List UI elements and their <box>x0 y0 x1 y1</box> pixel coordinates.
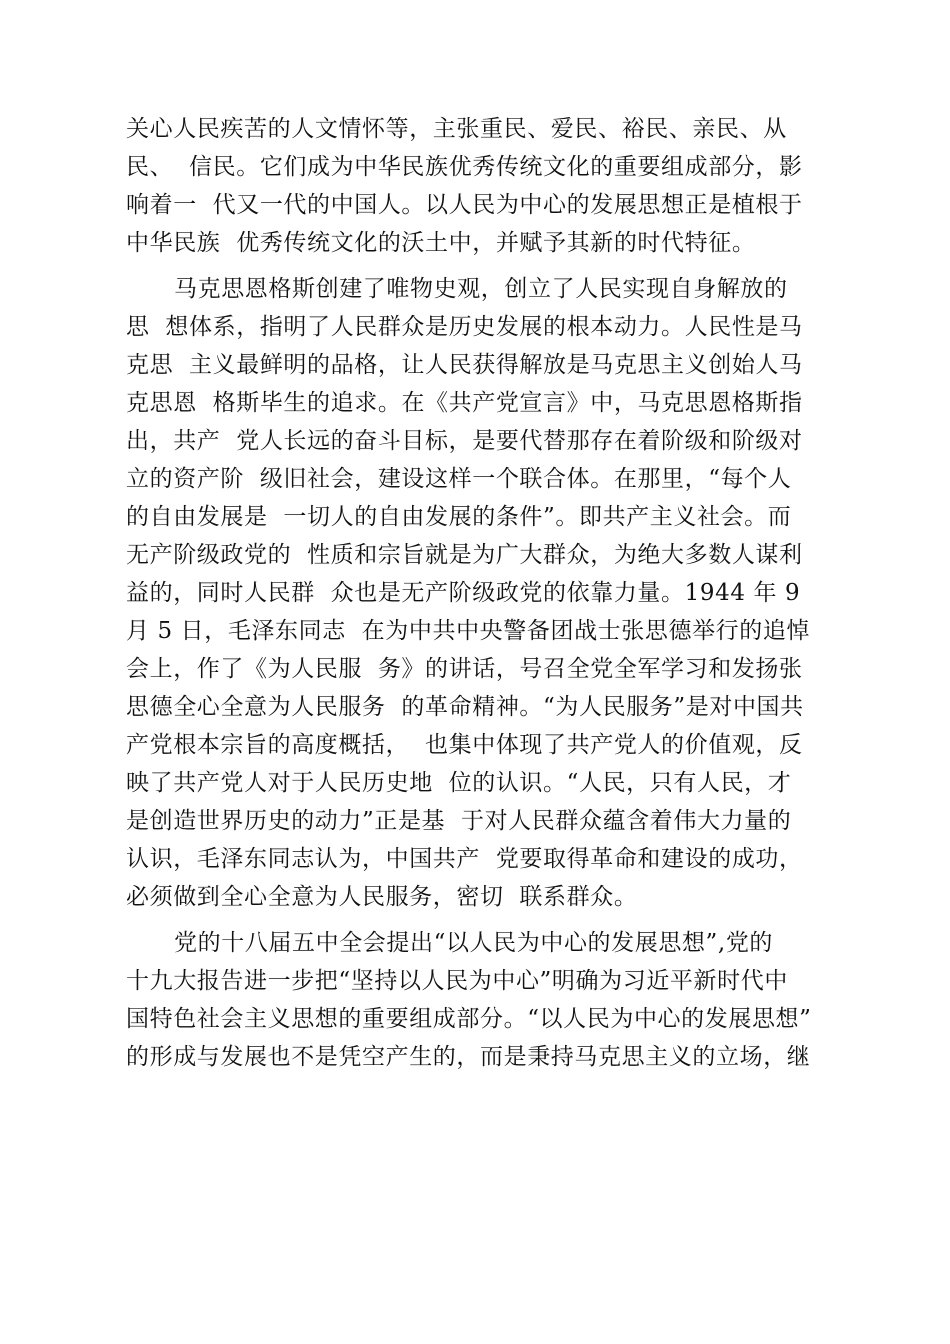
paragraph <box>126 924 850 1076</box>
text-line: 中华民族 优秀传统文化的沃土中，并赋予其新的时代特征。 <box>126 230 756 256</box>
text-line: 产党根本宗旨的高度概括， 也集中体现了共产党人的价值观，反 <box>126 732 803 758</box>
text-line: 出，共产 党人长远的奋斗目标，是要代替那存在着阶级和阶级对 <box>126 428 803 454</box>
paragraph <box>126 270 850 916</box>
text-line: 思德全心全意为人民服务 的革命精神。“为人民服务”是对中国共 <box>126 694 804 720</box>
text-line: 党的十八届五中全会提出“以人民为中心的发展思想”,党的 <box>174 930 774 956</box>
text-line: 会上，作了《为人民服 务》的讲话，号召全党全军学习和发扬张 <box>126 656 803 682</box>
text-line: 马克思恩格斯创建了唯物史观，创立了人民实现自身解放的 <box>174 276 788 302</box>
text-line: 十九大报告进一步把“坚持以人民为中心”明确为习近平新时代中 <box>126 968 788 994</box>
text-line: 映了共产党人对于人民历史地 位的认识。“人民，只有人民，才 <box>126 770 792 796</box>
text-line: 国特色社会主义思想的重要组成部分。“以人民为中心的发展思想” <box>126 1006 812 1032</box>
text-line: 响着一 代又一代的中国人。以人民为中心的发展思想正是植根于 <box>126 192 803 218</box>
text-line: 民、 信民。它们成为中华民族优秀传统文化的重要组成部分，影 <box>126 154 803 180</box>
body-text <box>126 110 850 1084</box>
text-line: 思 想体系，指明了人民群众是历史发展的根本动力。人民性是马 <box>126 314 803 340</box>
text-line: 益的，同时人民群 众也是无产阶级政党的依靠力量。1944 年 9 <box>126 580 801 606</box>
text-line: 认识，毛泽东同志认为，中国共产 党要取得革命和建设的成功， <box>126 846 803 872</box>
text-line: 无产阶级政党的 性质和宗旨就是为广大群众，为绝大多数人谋利 <box>126 542 803 568</box>
text-line: 必须做到全心全意为人民服务，密切 联系群众。 <box>126 884 638 910</box>
text-line: 克思恩 格斯毕生的追求。在《共产党宣言》中，马克思恩格斯指 <box>126 390 803 416</box>
text-line: 立的资产阶 级旧社会，建设这样一个联合体。在那里，“每个人 <box>126 466 792 492</box>
text-line: 的形成与发展也不是凭空产生的，而是秉持马克思主义的立场，继 <box>126 1044 811 1070</box>
paragraph <box>126 110 850 262</box>
text-line: 月 5 日，毛泽东同志 在为中共中央警备团战士张思德举行的追悼 <box>126 618 811 644</box>
text-line: 克思 主义最鲜明的品格，让人民获得解放是马克思主义创始人马 <box>126 352 803 378</box>
text-line: 关心人民疾苦的人文情怀等，主张重民、爱民、裕民、亲民、从 <box>126 116 787 142</box>
text-line: 的自由发展是 一切人的自由发展的条件”。即共产主义社会。而 <box>126 504 792 530</box>
text-line: 是创造世界历史的动力”正是基 于对人民群众蕴含着伟大力量的 <box>126 808 792 834</box>
